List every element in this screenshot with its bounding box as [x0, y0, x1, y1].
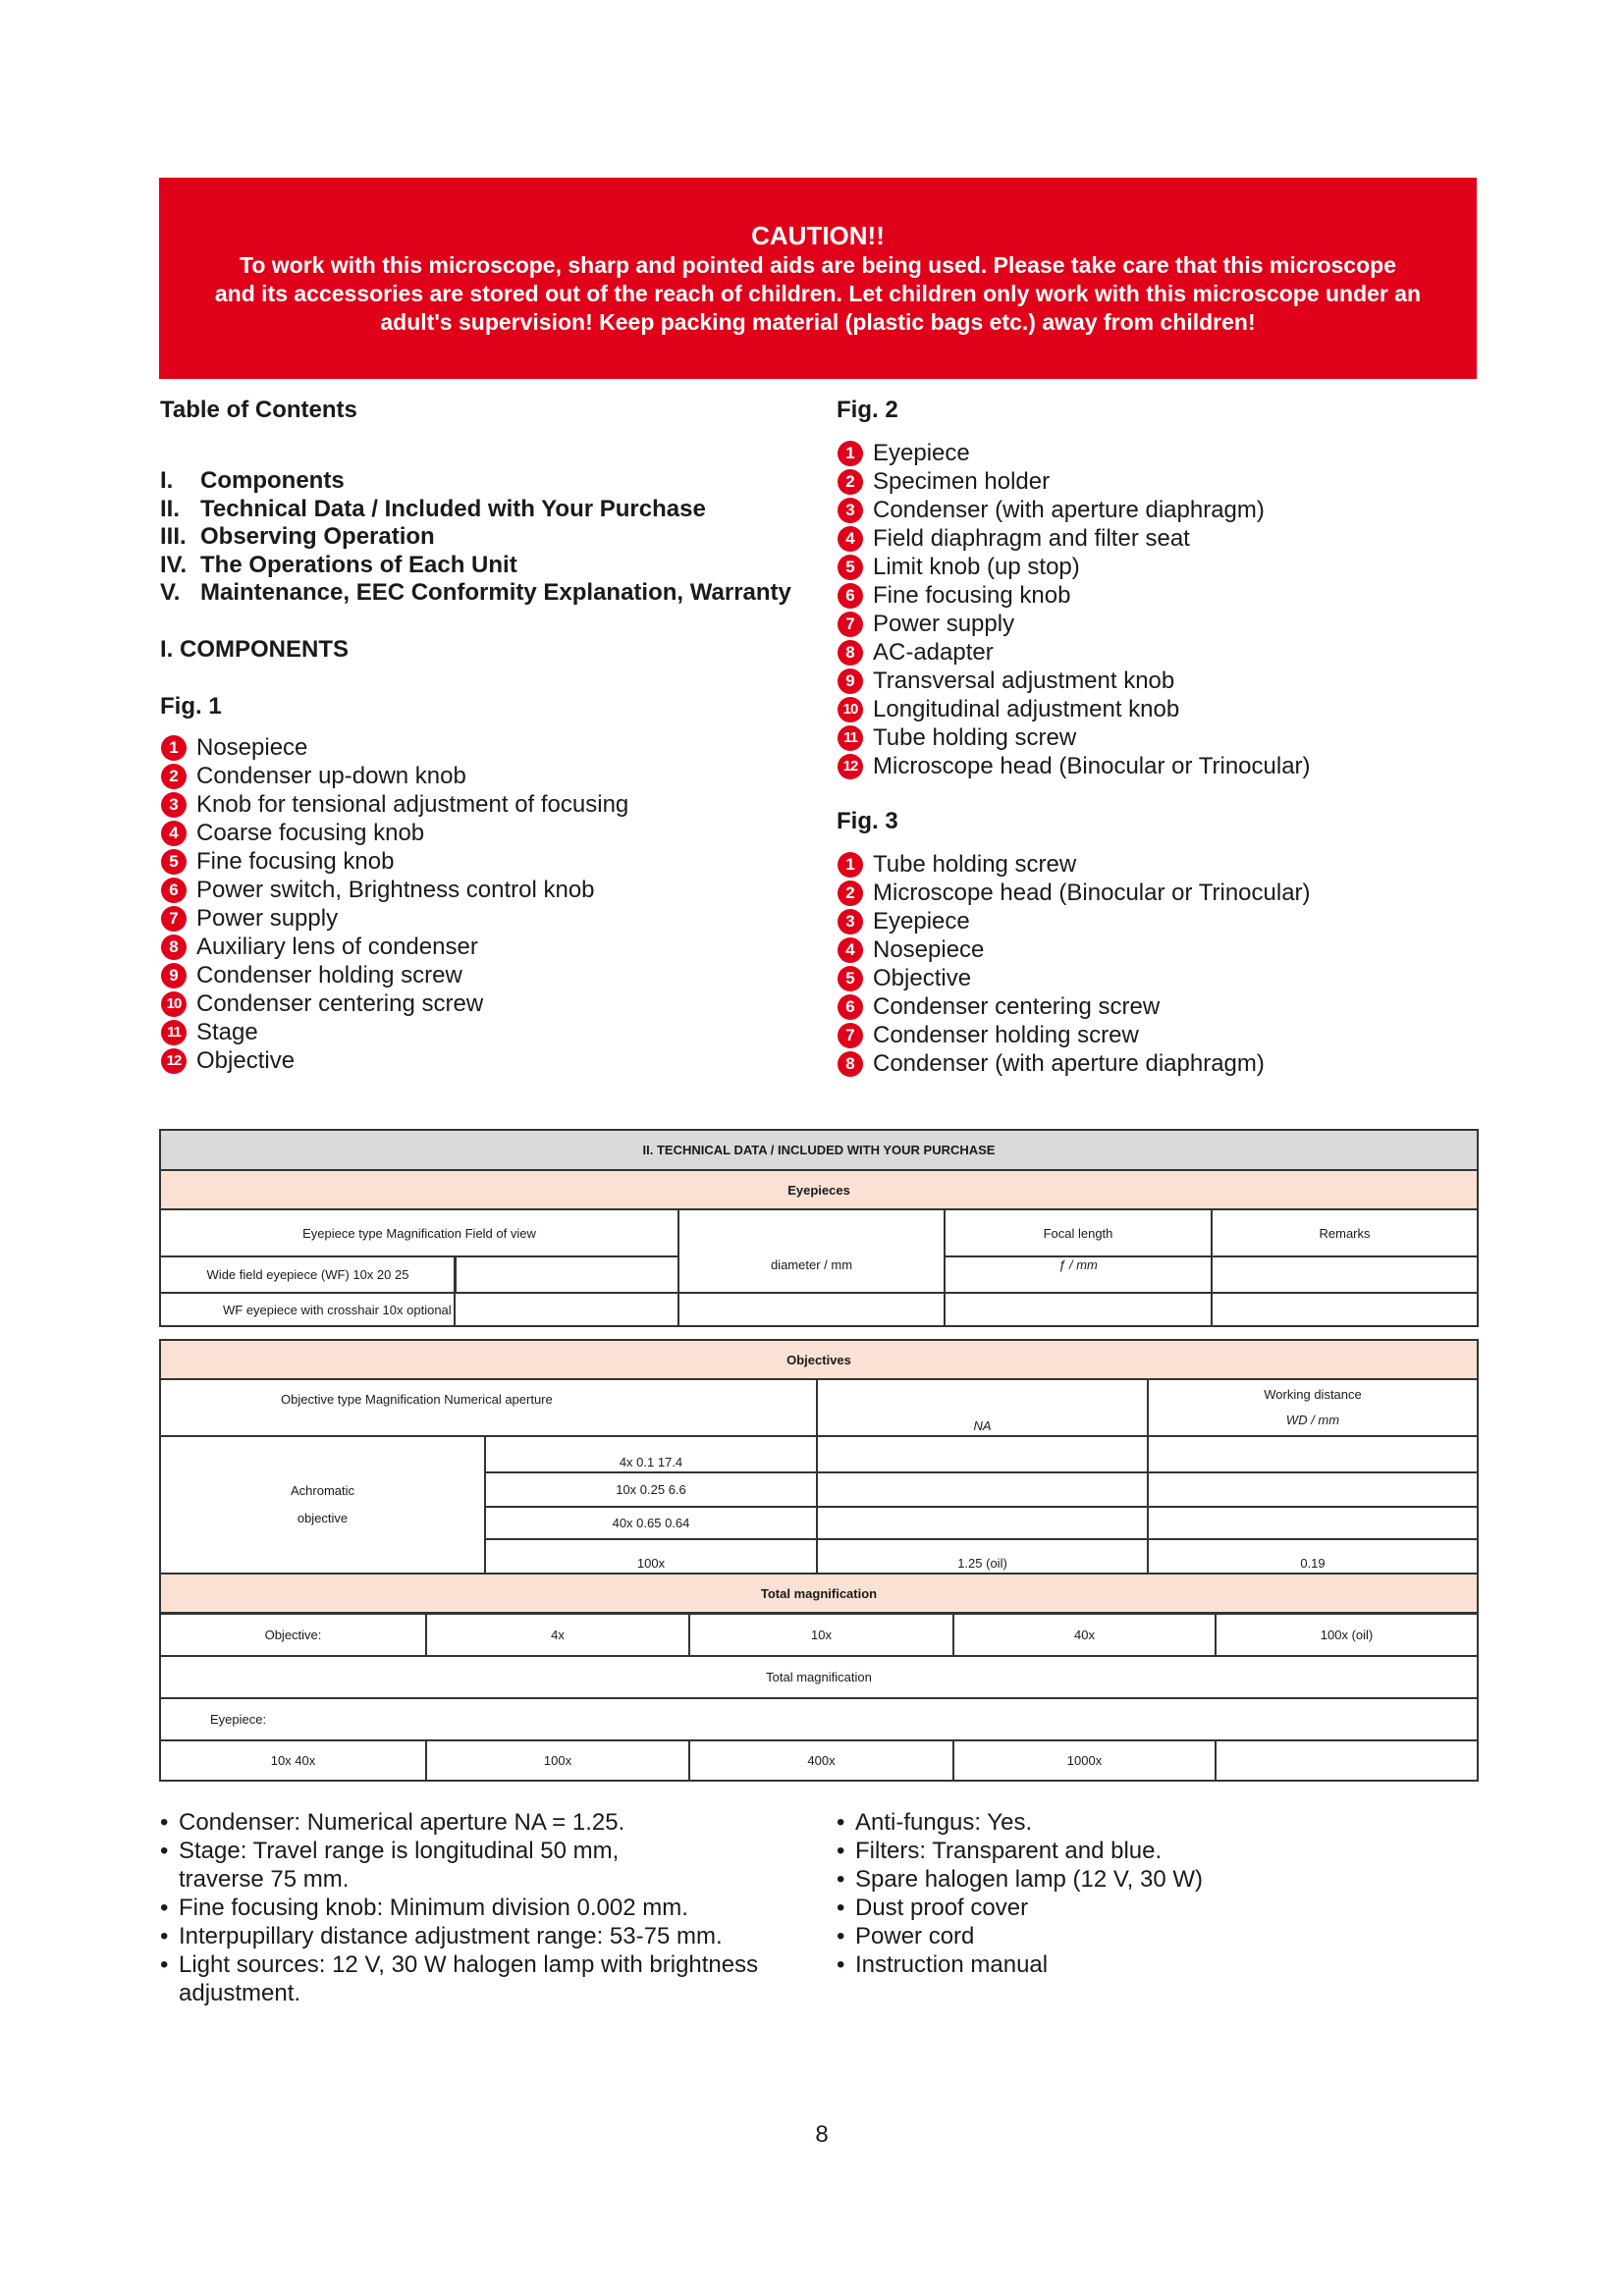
- list-item: 7 Power supply: [161, 904, 628, 933]
- total-mid-label: Total magnification: [160, 1656, 1478, 1698]
- objective-value: 10x: [689, 1614, 953, 1656]
- list-item: 11 Tube holding screw: [838, 723, 1311, 752]
- number-badge: 3: [838, 498, 863, 523]
- spec-item: • Instruction manual: [837, 1951, 1049, 1978]
- spec-item: • Power cord: [837, 1923, 975, 1949]
- number-badge: 10: [838, 697, 863, 722]
- page-number: 8: [815, 2121, 829, 2148]
- list-item: 1 Nosepiece: [161, 733, 628, 762]
- list-item: 5 Limit knob (up stop): [838, 553, 1311, 581]
- list-item: 4 Field diaphragm and filter seat: [838, 524, 1311, 553]
- eyepiece-row: WF eyepiece with crosshair 10x optional: [160, 1293, 678, 1326]
- na-header: NA: [817, 1379, 1148, 1436]
- fig3-list: [838, 850, 1311, 1078]
- toc-list: [160, 467, 791, 608]
- focal-header: Focal length: [945, 1209, 1212, 1256]
- spec-item: • Condenser: Numerical aperture NA = 1.25.: [160, 1809, 625, 1836]
- number-badge: 12: [838, 754, 863, 779]
- objective-value: 100x (oil): [1216, 1614, 1478, 1656]
- objective-row: 100x: [485, 1539, 817, 1574]
- caution-line: To work with this microscope, sharp and pointed aids are being used. Please take care that this microscope: [239, 252, 1396, 278]
- fig2-title: Fig. 2: [837, 397, 898, 423]
- toc-item[interactable]: V. Maintenance, EEC Conformity Explanation, Warranty: [160, 579, 791, 606]
- total-value: 400x: [689, 1740, 953, 1781]
- number-badge: 2: [838, 469, 863, 495]
- objectives-title: Objectives: [160, 1340, 1478, 1379]
- focal-unit: ƒ / mm: [945, 1256, 1212, 1293]
- specs-right: [837, 1808, 1203, 1979]
- number-badge: 4: [838, 937, 863, 963]
- number-badge: 6: [838, 583, 863, 609]
- total-value: 100x: [426, 1740, 689, 1781]
- components-heading: I. COMPONENTS: [160, 636, 350, 663]
- number-badge: 11: [838, 725, 863, 751]
- toc-title: Table of Contents: [160, 397, 357, 423]
- eyepiece-header: Eyepiece type Magnification Field of view: [160, 1209, 678, 1256]
- toc-item[interactable]: III. Observing Operation: [160, 523, 435, 550]
- spec-item: • Spare halogen lamp (12 V, 30 W): [837, 1866, 1203, 1893]
- number-badge: 6: [838, 994, 863, 1020]
- caution-banner: [159, 178, 1477, 379]
- list-item: 11 Stage: [161, 1018, 628, 1046]
- spec-item: • Light sources: 12 V, 30 W halogen lamp with brightness adjustment.: [160, 1951, 759, 2006]
- objective-row: 40x 0.65 0.64: [485, 1507, 817, 1539]
- list-item: 6 Fine focusing knob: [838, 581, 1311, 610]
- number-badge: 8: [838, 640, 863, 666]
- number-badge: 4: [838, 526, 863, 552]
- number-badge: 7: [838, 1023, 863, 1048]
- spec-item: • Anti-fungus: Yes.: [837, 1809, 1033, 1836]
- list-item: 12 Microscope head (Binocular or Trinocular): [838, 752, 1311, 780]
- specs-left: [160, 1808, 758, 2007]
- objectives-table: [159, 1339, 1479, 1614]
- list-item: 7 Condenser holding screw: [838, 1021, 1311, 1049]
- number-badge: 2: [161, 764, 187, 789]
- spec-item: • Interpupillary distance adjustment range: 53-75 mm.: [160, 1923, 723, 1949]
- spec-item: • Dust proof cover: [837, 1895, 1029, 1921]
- list-item: 9 Transversal adjustment knob: [838, 667, 1311, 695]
- list-item: 3 Eyepiece: [838, 907, 1311, 935]
- number-badge: 1: [838, 441, 863, 466]
- list-item: 6 Condenser centering screw: [838, 992, 1311, 1021]
- eyepiece-label: Eyepiece:: [160, 1698, 1478, 1740]
- number-badge: 3: [838, 909, 863, 934]
- toc-item[interactable]: IV. The Operations of Each Unit: [160, 551, 517, 578]
- fig3-title: Fig. 3: [837, 808, 898, 834]
- list-item: 8 AC-adapter: [838, 638, 1311, 667]
- list-item: 9 Condenser holding screw: [161, 961, 628, 989]
- diameter-header: diameter / mm: [678, 1209, 945, 1293]
- objective-label: Objective:: [160, 1614, 426, 1656]
- wd-header: Working distance WD / mm: [1148, 1379, 1478, 1436]
- list-item: 2 Specimen holder: [838, 467, 1311, 496]
- number-badge: 1: [161, 735, 187, 761]
- spec-item: • Filters: Transparent and blue.: [837, 1838, 1163, 1864]
- objective-row: 10x 0.25 6.6: [485, 1472, 817, 1507]
- list-item: 7 Power supply: [838, 610, 1311, 638]
- toc-item[interactable]: I. Components: [160, 467, 345, 494]
- list-item: 6 Power switch, Brightness control knob: [161, 876, 628, 904]
- number-badge: 5: [161, 849, 187, 875]
- list-item: 5 Fine focusing knob: [161, 847, 628, 876]
- objective-row: 4x 0.1 17.4: [485, 1436, 817, 1472]
- list-item: 10 Longitudinal adjustment knob: [838, 695, 1311, 723]
- number-badge: 5: [838, 966, 863, 991]
- na-value: 1.25 (oil): [817, 1539, 1148, 1574]
- list-item: 3 Condenser (with aperture diaphragm): [838, 496, 1311, 524]
- total-value: 1000x: [953, 1740, 1216, 1781]
- total-value: 10x 40x: [160, 1740, 426, 1781]
- list-item: 2 Microscope head (Binocular or Trinocular): [838, 879, 1311, 907]
- number-badge: 4: [161, 821, 187, 846]
- number-badge: 3: [161, 792, 187, 818]
- remarks-header: Remarks: [1212, 1209, 1478, 1256]
- list-item: 2 Condenser up-down knob: [161, 762, 628, 790]
- spec-item: • Stage: Travel range is longitudinal 50 mm, traverse 75 mm.: [160, 1838, 620, 1893]
- objective-value: 4x: [426, 1614, 689, 1656]
- spec-item: • Fine focusing knob: Minimum division 0.002 mm.: [160, 1895, 688, 1921]
- number-badge: 8: [838, 1051, 863, 1077]
- list-item: 1 Eyepiece: [838, 439, 1311, 467]
- list-item: 8 Auxiliary lens of condenser: [161, 933, 628, 961]
- caution-line: adult's supervision! Keep packing material (plastic bags etc.) away from children!: [380, 309, 1256, 335]
- objective-header: Objective type Magnification Numerical aperture: [160, 1379, 817, 1436]
- objective-type: Achromatic objective: [160, 1436, 485, 1574]
- number-badge: 1: [838, 852, 863, 878]
- number-badge: 5: [838, 555, 863, 580]
- number-badge: 8: [161, 934, 187, 960]
- list-item: 5 Objective: [838, 964, 1311, 992]
- wd-value: 0.19: [1148, 1539, 1478, 1574]
- list-item: 12 Objective: [161, 1046, 628, 1075]
- number-badge: 2: [838, 881, 863, 906]
- caution-line: and its accessories are stored out of the reach of children. Let children only work with this microscope under an: [214, 281, 1422, 306]
- fig1-list: [161, 733, 628, 1075]
- number-badge: 7: [161, 906, 187, 932]
- number-badge: 10: [161, 991, 187, 1017]
- toc-item[interactable]: II. Technical Data / Included with Your Purchase: [160, 495, 706, 522]
- number-badge: 11: [161, 1020, 187, 1045]
- column-divider: [454, 1256, 456, 1325]
- tech-title: II. TECHNICAL DATA / INCLUDED WITH YOUR PURCHASE: [160, 1130, 1478, 1170]
- objective-value: 40x: [953, 1614, 1216, 1656]
- number-badge: 12: [161, 1048, 187, 1074]
- total-magnification-table: [159, 1613, 1479, 1782]
- list-item: 3 Knob for tensional adjustment of focusing: [161, 790, 628, 819]
- list-item: 1 Tube holding screw: [838, 850, 1311, 879]
- number-badge: 7: [838, 612, 863, 637]
- caution-title: CAUTION!!: [751, 221, 885, 250]
- total-title: Total magnification: [160, 1574, 1478, 1613]
- list-item: 4 Nosepiece: [838, 935, 1311, 964]
- fig1-title: Fig. 1: [160, 693, 222, 720]
- number-badge: 9: [838, 668, 863, 694]
- list-item: 10 Condenser centering screw: [161, 989, 628, 1018]
- eyepieces-title: Eyepieces: [160, 1170, 1478, 1209]
- eyepiece-row: Wide field eyepiece (WF) 10x 20 25: [160, 1256, 456, 1293]
- number-badge: 6: [161, 878, 187, 903]
- list-item: 8 Condenser (with aperture diaphragm): [838, 1049, 1311, 1078]
- list-item: 4 Coarse focusing knob: [161, 819, 628, 847]
- number-badge: 9: [161, 963, 187, 988]
- eyepieces-table: [159, 1129, 1479, 1327]
- fig2-list: [838, 439, 1311, 780]
